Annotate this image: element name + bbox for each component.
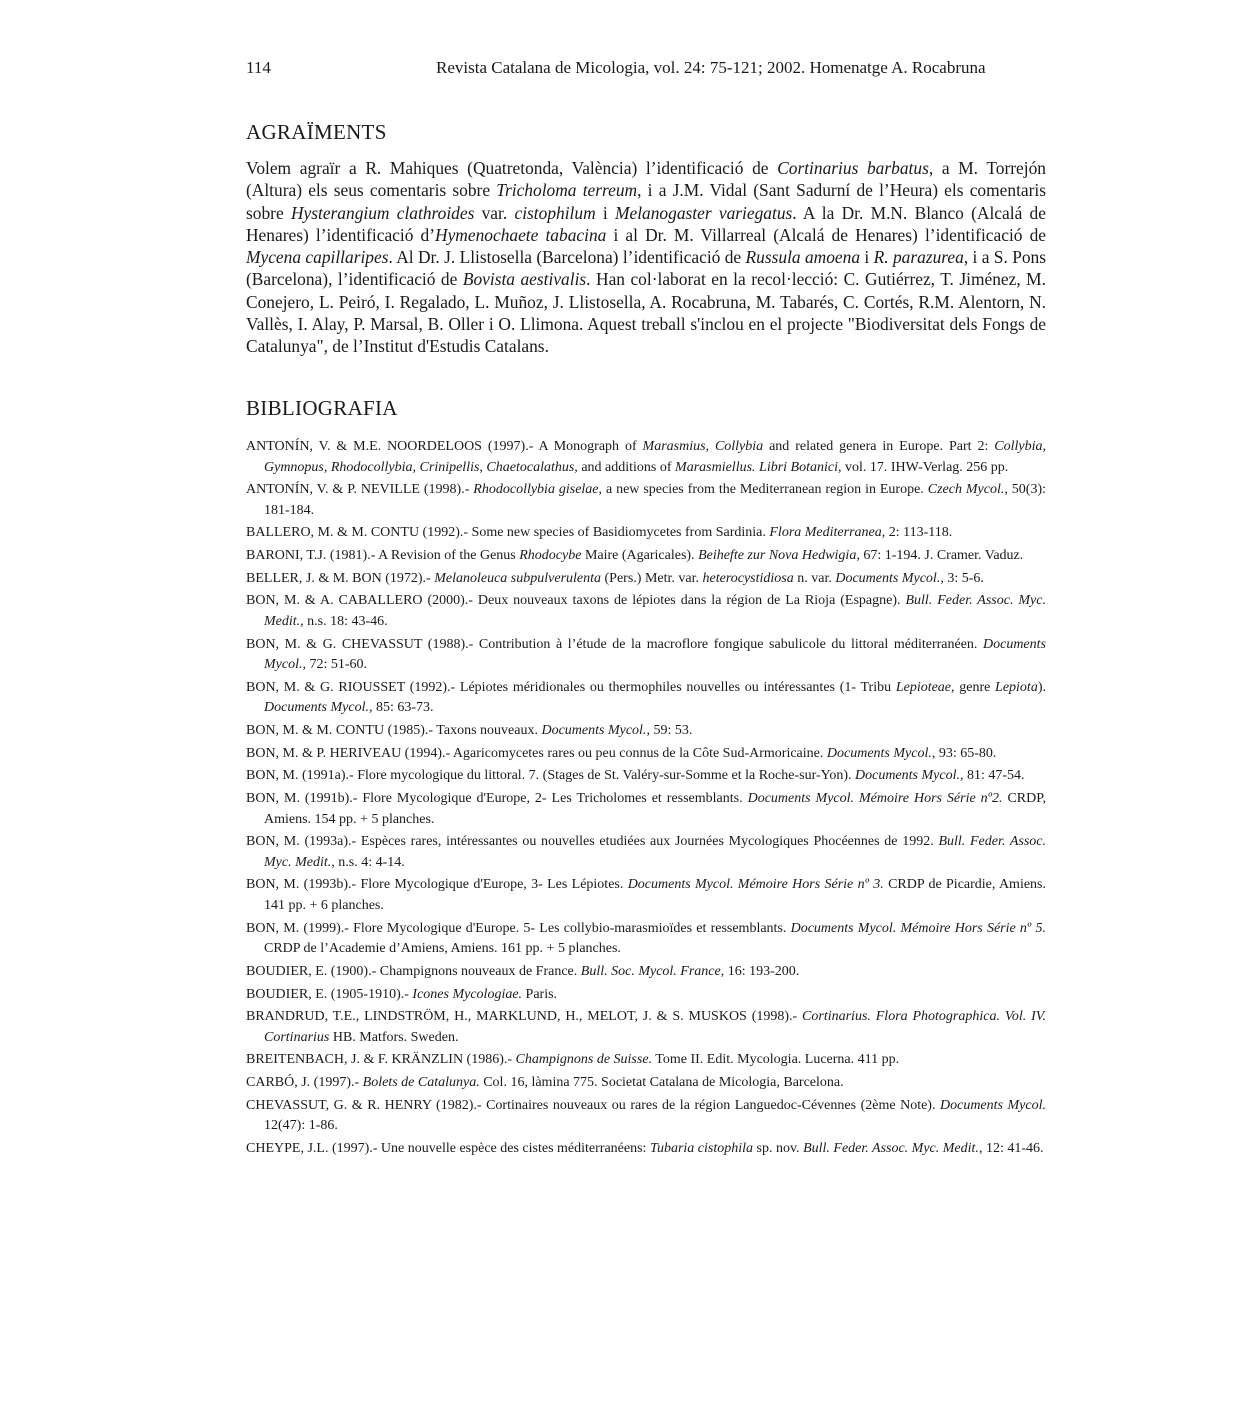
reference-entry: [246, 766, 1046, 787]
italic-text-segment: Bull. Soc. Mycol. France: [580, 963, 721, 979]
italic-text-segment: Melanogaster variegatus: [615, 202, 793, 223]
italic-text-segment: Documents Mycol. Mémoire Hors Série nº2.: [747, 791, 1003, 807]
italic-text-segment: Flora Mediterranea: [769, 525, 882, 541]
text-segment: n. var.: [793, 570, 836, 586]
italic-text-segment: Bull. Feder. Assoc. Myc. Medit.: [264, 834, 1046, 870]
text-segment: , 12: 41-46.: [978, 1140, 1044, 1156]
reference-entry: [246, 1007, 1046, 1048]
running-head: [246, 58, 1046, 84]
reference-entry: [246, 546, 1046, 567]
text-segment: CHEYPE, J.L. (1997).- Une nouvelle espèce des cistes méditerranéens:: [246, 1140, 650, 1156]
reference-entry: [246, 1096, 1046, 1137]
text-segment: Tome II. Edit. Mycologia. Lucerna. 411 pp.: [652, 1052, 900, 1068]
text-segment: Volem agraïr a R. Mahiques (Quatretonda, València) l’identificació de: [246, 158, 778, 178]
text-segment: ).: [1037, 679, 1046, 695]
reference-entry: [246, 480, 1046, 521]
text-segment: BON, M. & G. CHEVASSUT (1988).- Contribution à l’étude de la macroflore fongique sabulicole du littoral méditerranéen.: [246, 636, 983, 652]
text-segment: , 59: 53.: [646, 723, 693, 738]
reference-entry: [246, 789, 1046, 830]
text-segment: BON, M. (1993b).- Flore Mycologique d'Europe, 3- Les Lépiotes.: [246, 877, 628, 893]
italic-text-segment: Documents Mycol.: [541, 723, 647, 738]
text-segment: (Pers.) Metr. var.: [601, 570, 703, 586]
italic-text-segment: Marasmiellus. Libri Botanici,: [675, 459, 842, 475]
text-segment: , genre: [951, 679, 996, 695]
text-segment: . Al Dr. J. Llistosella (Barcelona) l’identificació de: [388, 247, 746, 268]
reference-entry: [246, 569, 1046, 590]
text-segment: CRDP, Amiens. 154 pp. + 5 planches.: [264, 791, 1046, 827]
reference-entry: [246, 591, 1046, 632]
text-segment: CARBÓ, J. (1997).-: [246, 1075, 363, 1091]
text-segment: , 72: 51-60.: [302, 657, 368, 673]
italic-text-segment: Lepiota: [995, 679, 1038, 695]
text-segment: , 50(3): 181-184.: [264, 482, 1046, 518]
reference-entry: [246, 678, 1046, 719]
text-segment: ANTONÍN, V. & M.E. NOORDELOOS (1997).- A Monograph of: [246, 439, 643, 454]
text-segment: , 16: 193-200.: [720, 963, 800, 979]
italic-text-segment: Rhodocybe: [519, 548, 582, 564]
text-segment: BON, M. (1999).- Flore Mycologique d'Europe. 5- Les collybio-marasmioïdes et ressemblants.: [246, 920, 791, 936]
text-segment: Paris.: [522, 986, 558, 1002]
italic-text-segment: Hysterangium clathroides: [290, 202, 475, 223]
text-segment: BON, M. & A. CABALLERO (2000).- Deux nouveaux taxons de lépiotes dans la région de La Rioja (Espagne).: [246, 593, 906, 609]
text-segment: CHEVASSUT, G. & R. HENRY (1982).- Cortinaires nouveaux ou rares de la région Languedoc-Cévennes (2ème Note).: [246, 1097, 940, 1113]
italic-text-segment: Bolets de Catalunya.: [362, 1075, 480, 1091]
text-segment: 12(47): 1-86.: [264, 1118, 338, 1134]
text-segment: , a M. Torrejón (Altura) els seus comentaris sobre: [246, 158, 1046, 201]
text-segment: BON, M. & M. CONTU (1985).- Taxons nouveaux.: [246, 723, 542, 738]
reference-entry: [246, 437, 1046, 478]
text-segment: , 2: 113-118.: [881, 525, 953, 541]
text-segment: , 81: 47-54.: [959, 768, 1025, 784]
text-segment: CRDP de Picardie, Amiens. 141 pp. + 6 planches.: [264, 877, 1046, 913]
italic-text-segment: Documents Mycol.: [835, 570, 941, 586]
italic-text-segment: Lepioteae: [895, 679, 952, 695]
acknowledgements-heading: AGRAÏMENTS: [246, 120, 387, 144]
italic-text-segment: Documents Mycol.: [826, 745, 932, 761]
bibliography-list: [246, 437, 1046, 1162]
text-segment: , 85: 63-73.: [368, 700, 434, 716]
italic-text-segment: Cortinarius. Flora Photographica. Vol. IV. Cortinarius: [264, 1009, 1046, 1045]
reference-entry: [246, 962, 1046, 983]
text-segment: , a new species from the Mediterranean region in Europe.: [598, 482, 928, 498]
italic-text-segment: Documents Mycol.: [855, 768, 960, 784]
italic-text-segment: Documents Mycol.: [264, 636, 1046, 673]
reference-entry: [246, 744, 1046, 765]
text-segment: BON, M. (1991a).- Flore mycologique du littoral. 7. (Stages de St. Valéry-sur-Somme et la Roche-sur-Yon).: [246, 768, 855, 784]
italic-text-segment: heterocystidiosa: [702, 570, 794, 586]
text-segment: BREITENBACH, J. & F. KRÄNZLIN (1986).-: [246, 1052, 516, 1068]
reference-entry: [246, 1050, 1046, 1071]
text-segment: BOUDIER, E. (1900).- Champignons nouveaux de France.: [246, 963, 581, 979]
text-segment: i: [860, 247, 874, 268]
text-segment: , 3: 5-6.: [940, 570, 984, 586]
italic-text-segment: Czech Mycol.: [927, 482, 1005, 498]
italic-text-segment: Documents Mycol. Mémoire Hors Série nº 5.: [790, 920, 1046, 936]
reference-entry: [246, 523, 1046, 544]
text-segment: , i a J.M. Vidal (Sant Sadurní de l’Heura) els comentaris sobre: [246, 180, 1047, 223]
italic-text-segment: Documents Mycol. Mémoire Hors Série nº 3.: [627, 877, 884, 893]
text-segment: BARONI, T.J. (1981).- A Revision of the Genus: [246, 548, 520, 564]
text-segment: var.: [474, 202, 515, 223]
italic-text-segment: Documents Mycol.: [940, 1097, 1047, 1113]
reference-entry: [246, 875, 1046, 916]
italic-text-segment: Hymenochaete tabacina: [435, 224, 607, 245]
italic-text-segment: Cortinarius barbatus: [777, 158, 929, 178]
text-segment: . Han col·laborat en la recol·lecció: C. Gutiérrez, T. Jiménez, M. Conejero, L. Peiró, I. Regalado, L. Muñoz, J. Llistosella, A. Rocabruna, M. Tabarés, C. Cortés, R.M. Alentorn, N. Vallès, I. Alay, P. Marsal, B. Oller i O. Llimona. Aquest treball s'inclou en el projecte "Biodiversitat dels Fongs de Catalunya", de l’Institut d'Estudis Catalans.: [246, 269, 1046, 357]
italic-text-segment: R. parazurea: [873, 247, 964, 268]
italic-text-segment: Bull. Feder. Assoc. Myc. Medit.: [264, 593, 1046, 629]
italic-text-segment: Documents Mycol.: [264, 700, 369, 716]
italic-text-segment: Bovista aestivalis: [462, 269, 587, 290]
text-segment: HB. Matfors. Sweden.: [329, 1029, 459, 1045]
text-segment: BON, M. & P. HERIVEAU (1994).- Agaricomycetes rares ou peu connus de la Côte Sud-Armoricaine.: [246, 745, 827, 761]
italic-text-segment: Mycena capillaripes: [246, 247, 389, 268]
text-segment: ANTONÍN, V. & P. NEVILLE (1998).-: [246, 482, 474, 498]
text-segment: and additions of: [577, 459, 676, 475]
journal-citation: Revista Catalana de Micologia, vol. 24: 75-121; 2002. Homenatge A. Rocabruna: [436, 58, 986, 77]
text-segment: Maire (Agaricales).: [581, 548, 699, 564]
text-segment: , 67: 1-194. J. Cramer. Vaduz.: [856, 548, 1024, 564]
text-segment: , n.s. 18: 43-46.: [300, 613, 388, 629]
italic-text-segment: Collybia, Gymnopus, Rhodocollybia, Crinipellis, Chaetocalathus,: [264, 439, 1047, 475]
text-segment: , n.s. 4: 4-14.: [331, 854, 405, 870]
italic-text-segment: Beihefte zur Nova Hedwigia: [698, 548, 857, 564]
italic-text-segment: Champignons de Suisse.: [515, 1052, 653, 1068]
italic-text-segment: Melanoleuca subpulverulenta: [434, 570, 602, 586]
text-segment: , 93: 65-80.: [931, 745, 997, 761]
italic-text-segment: Russula amoena: [745, 247, 861, 268]
text-segment: CRDP de l’Academie d’Amiens, Amiens. 161 pp. + 5 planches.: [264, 941, 621, 957]
italic-text-segment: Bull. Feder. Assoc. Myc. Medit.: [803, 1140, 979, 1156]
text-segment: BELLER, J. & M. BON (1972).-: [246, 570, 435, 586]
text-segment: BOUDIER, E. (1905-1910).-: [246, 986, 413, 1002]
italic-text-segment: Tricholoma terreum: [496, 180, 638, 201]
text-segment: BALLERO, M. & M. CONTU (1992).- Some new species of Basidiomycetes from Sardinia.: [246, 525, 770, 541]
italic-text-segment: Icones Mycologiae.: [412, 986, 523, 1002]
text-segment: BON, M. (1993a).- Espèces rares, intéressantes ou nouvelles etudiées aux Journées Mycologiques Phocéennes de 1992.: [246, 834, 939, 850]
text-segment: i: [595, 202, 615, 223]
acknowledgements-text: [246, 157, 1046, 358]
reference-entry: [246, 832, 1046, 873]
page-number: 114: [246, 58, 271, 77]
italic-text-segment: Rhodocollybia giselae: [473, 482, 599, 498]
text-segment: BRANDRUD, T.E., LINDSTRÖM, H., MARKLUND, H., MELOT, J. & S. MUSKOS (1998).-: [246, 1009, 803, 1025]
text-segment: i al Dr. M. Villarreal (Alcalá de Henares) l’identificació de: [606, 224, 1047, 245]
text-segment: . A la Dr. M.N. Blanco (Alcalá de Henares) l’identificació d’: [246, 202, 1046, 245]
reference-entry: [246, 1073, 1046, 1094]
reference-entry: [246, 635, 1046, 676]
text-segment: BON, M. (1991b).- Flore Mycologique d'Europe, 2- Les Tricholomes et ressemblants.: [246, 791, 748, 807]
text-segment: vol. 17. IHW-Verlag. 256 pp.: [841, 459, 1009, 475]
italic-text-segment: cistophilum: [514, 202, 596, 223]
text-segment: BON, M. & G. RIOUSSET (1992).- Lépiotes méridionales ou thermophiles nouvelles ou intéressantes (1- Tribu: [246, 679, 896, 695]
italic-text-segment: Tubaria cistophila: [649, 1140, 754, 1156]
reference-entry: [246, 985, 1046, 1006]
text-segment: sp. nov.: [753, 1140, 804, 1156]
italic-text-segment: Marasmius, Collybia: [642, 439, 764, 454]
reference-entry: [246, 1139, 1046, 1160]
reference-entry: [246, 919, 1046, 960]
text-segment: Col. 16, làmina 775. Societat Catalana de Micologia, Barcelona.: [479, 1075, 844, 1091]
text-segment: , i a S. Pons (Barcelona), l’identificació de: [246, 247, 1047, 290]
bibliography-heading: BIBLIOGRAFIA: [246, 396, 398, 420]
text-segment: and related genera in Europe. Part 2:: [763, 439, 995, 454]
reference-entry: [246, 721, 1046, 742]
